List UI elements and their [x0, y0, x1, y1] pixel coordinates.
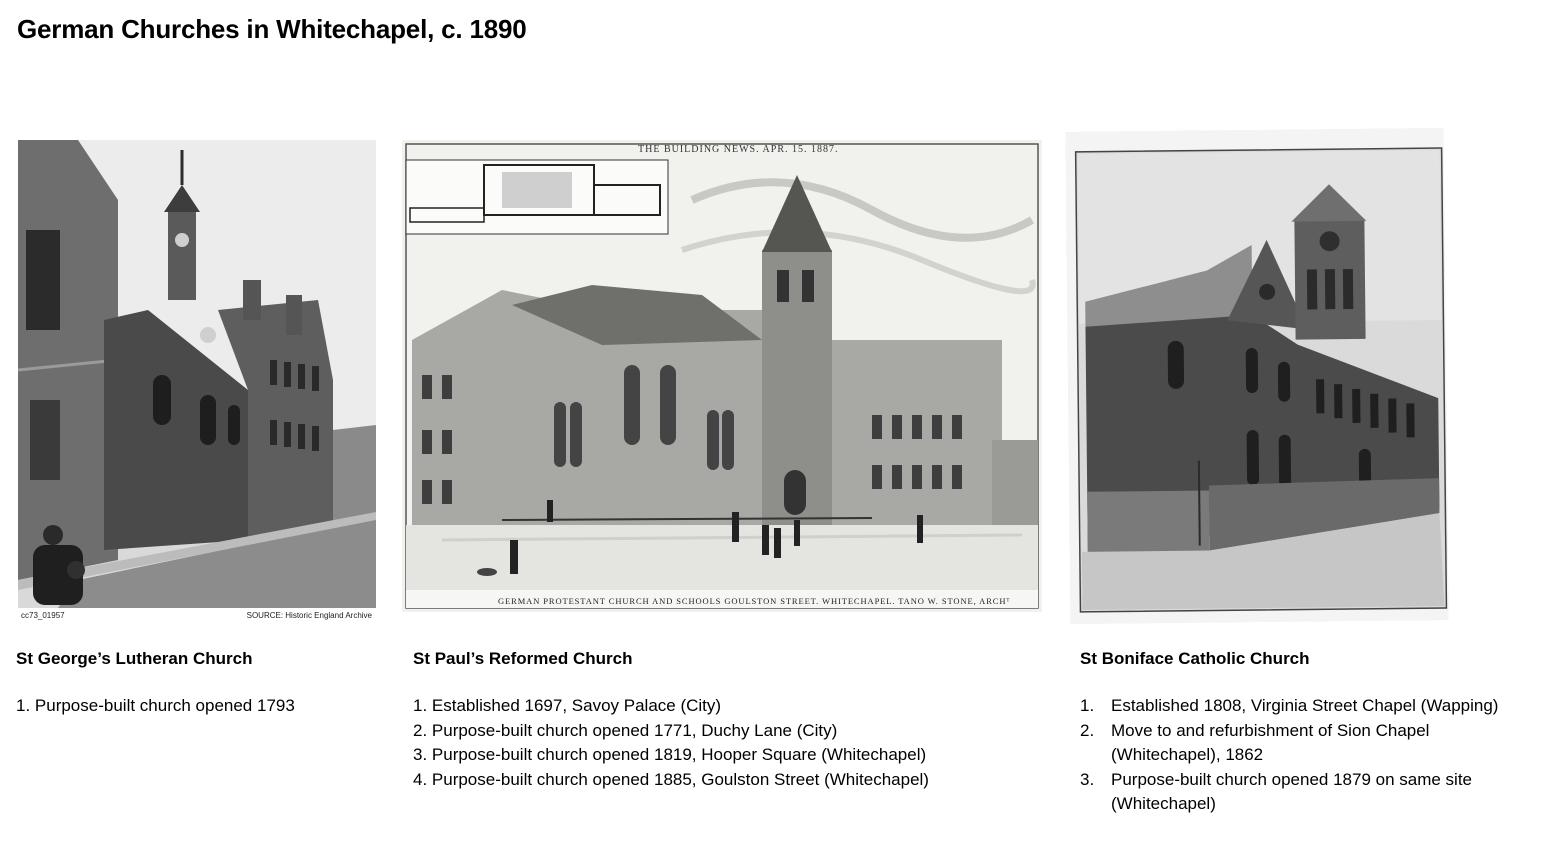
list-item: 3. Purpose-built church opened 1819, Hooper Square (Whitechapel) [413, 745, 927, 764]
engraving-header: THE BUILDING NEWS. APR. 15. 1887. [638, 144, 839, 155]
st-pauls-church-engraving [402, 140, 1042, 612]
st-pauls-history-list [413, 694, 929, 792]
heading-st-boniface: St Boniface Catholic Church [1080, 649, 1310, 668]
photo-archive-id: cc73_01957 [21, 611, 65, 620]
list-item-text: Purpose-built church opened 1879 on same site (Whitechapel) [1111, 769, 1473, 813]
list-item-text: Established 1808, Virginia Street Chapel (Wapping) [1111, 696, 1499, 715]
list-item: 1. Established 1697, Savoy Palace (City) [413, 696, 722, 715]
list-item: 2. Purpose-built church opened 1771, Duchy Lane (City) [413, 720, 838, 740]
list-item [1080, 719, 1501, 768]
engraving-caption: GERMAN PROTESTANT CHURCH AND SCHOOLS GOULSTON STREET. WHITECHAPEL. TANO W. STONE, ARCHᵀ [498, 596, 1011, 606]
list-item [1080, 768, 1546, 817]
photo-source-credit: SOURCE: Historic England Archive [246, 611, 372, 620]
list-item-text: Move to and refurbishment of Sion Chapel (Whitechapel), 1862 [1111, 720, 1430, 764]
st-georges-history-list [16, 694, 295, 719]
list-item-number: 3. [1080, 769, 1095, 789]
heading-st-georges: St George’s Lutheran Church [16, 649, 253, 668]
st-boniface-history-list [1080, 694, 1545, 817]
heading-st-pauls: St Paul’s Reformed Church [413, 649, 633, 668]
list-item: 1. Purpose-built church opened 1793 [16, 696, 295, 715]
slide-title: German Churches in Whitechapel, c. 1890 [17, 14, 527, 44]
list-item [1080, 694, 1545, 719]
list-item-number: 1. [1080, 696, 1095, 715]
st-georges-church-photo [18, 140, 376, 624]
st-boniface-church-photo [1065, 128, 1448, 624]
list-item: 4. Purpose-built church opened 1885, Goulston Street (Whitechapel) [413, 769, 929, 789]
list-item-number: 2. [1080, 720, 1095, 740]
